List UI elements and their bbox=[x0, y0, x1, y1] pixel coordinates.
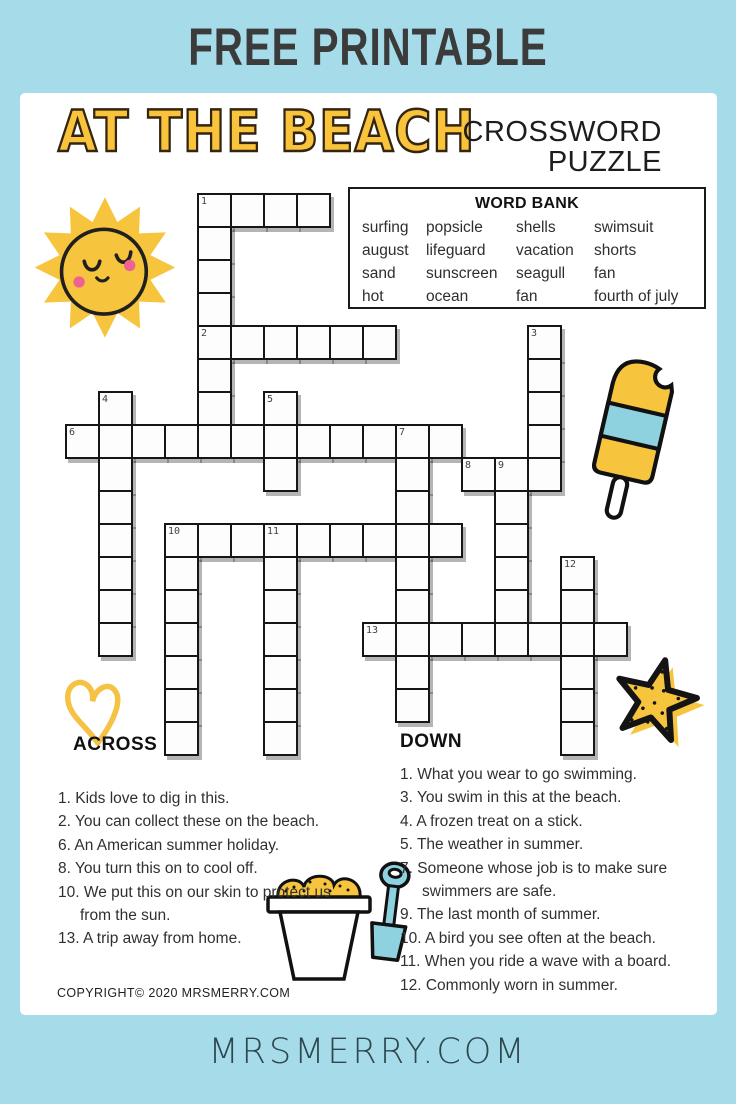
grid-cell[interactable] bbox=[527, 358, 562, 393]
grid-cell-number: 8 bbox=[465, 460, 472, 471]
grid-cell[interactable] bbox=[395, 688, 430, 723]
grid-cell-number: 1 bbox=[201, 196, 208, 207]
grid-cell-number: 12 bbox=[564, 559, 577, 570]
grid-cell-number: 11 bbox=[267, 526, 280, 537]
word-bank-word: shorts bbox=[594, 242, 637, 259]
grid-cell[interactable] bbox=[494, 457, 529, 492]
grid-cell[interactable] bbox=[461, 622, 496, 657]
popsicle-icon bbox=[576, 353, 696, 533]
grid-cell[interactable] bbox=[164, 424, 199, 459]
grid-cell[interactable] bbox=[230, 424, 265, 459]
clue-across-1: 1. Kids love to dig in this. bbox=[58, 790, 230, 807]
grid-cell[interactable] bbox=[263, 622, 298, 657]
word-bank-column bbox=[426, 218, 516, 307]
grid-cell[interactable] bbox=[395, 424, 430, 459]
grid-cell[interactable] bbox=[197, 424, 232, 459]
grid-cell[interactable] bbox=[131, 424, 166, 459]
grid-cell-number: 2 bbox=[201, 328, 208, 339]
grid-cell-number: 4 bbox=[102, 394, 109, 405]
grid-cell[interactable] bbox=[527, 424, 562, 459]
grid-cell[interactable] bbox=[98, 523, 133, 558]
grid-cell[interactable] bbox=[164, 589, 199, 624]
sun-icon bbox=[28, 189, 186, 344]
grid-cell[interactable] bbox=[263, 193, 298, 228]
across-clue-list bbox=[58, 787, 366, 951]
grid-cell[interactable] bbox=[164, 655, 199, 690]
page-subtitle bbox=[463, 117, 662, 177]
grid-cell[interactable] bbox=[98, 424, 133, 459]
grid-cell[interactable] bbox=[98, 622, 133, 657]
word-bank-title: WORD BANK bbox=[474, 195, 580, 212]
grid-cell[interactable] bbox=[395, 523, 430, 558]
grid-cell[interactable] bbox=[395, 490, 430, 525]
word-bank-word: shells bbox=[516, 219, 556, 236]
clue-down-11: 11. When you ride a wave with a board. bbox=[400, 953, 672, 971]
clue-down-4: 4. A frozen treat on a stick. bbox=[400, 812, 583, 830]
grid-cell[interactable] bbox=[263, 391, 298, 426]
grid-cell[interactable] bbox=[296, 193, 331, 228]
grid-cell[interactable] bbox=[395, 622, 430, 657]
grid-cell[interactable] bbox=[263, 688, 298, 723]
word-bank-word: sand bbox=[362, 265, 396, 282]
grid-cell[interactable] bbox=[98, 556, 133, 591]
down-heading: DOWN bbox=[400, 731, 463, 752]
clue-down-10: 10. A bird you see often at the beach. bbox=[400, 929, 656, 947]
grid-cell[interactable] bbox=[329, 325, 364, 360]
word-bank-word: lifeguard bbox=[426, 242, 486, 259]
across-heading: ACROSS bbox=[73, 734, 158, 755]
grid-cell[interactable] bbox=[98, 457, 133, 492]
grid-cell[interactable] bbox=[560, 655, 595, 690]
grid-cell[interactable] bbox=[296, 523, 331, 558]
grid-cell[interactable] bbox=[362, 523, 397, 558]
grid-cell[interactable] bbox=[263, 589, 298, 624]
word-bank-word: ocean bbox=[426, 288, 469, 305]
grid-cell[interactable] bbox=[263, 556, 298, 591]
grid-cell[interactable] bbox=[461, 457, 496, 492]
word-bank-word: hot bbox=[362, 288, 384, 305]
word-bank-column bbox=[362, 218, 426, 307]
clue-down-7: 7. Someone whose job is to make sure swimmers are safe. bbox=[400, 859, 668, 901]
grid-cell-number: 6 bbox=[69, 427, 76, 438]
grid-cell[interactable] bbox=[296, 325, 331, 360]
grid-cell[interactable] bbox=[197, 325, 232, 360]
grid-cell[interactable] bbox=[527, 622, 562, 657]
word-bank-column bbox=[516, 218, 594, 307]
grid-cell[interactable] bbox=[263, 655, 298, 690]
grid-cell[interactable] bbox=[197, 391, 232, 426]
grid-cell[interactable] bbox=[164, 688, 199, 723]
word-bank-word: fan bbox=[516, 288, 538, 305]
page-title: AT THE BEACH bbox=[58, 99, 476, 166]
clue-across-8: 8. You turn this on to cool off. bbox=[58, 860, 258, 878]
grid-cell[interactable] bbox=[230, 325, 265, 360]
grid-cell[interactable] bbox=[263, 523, 298, 558]
word-bank-word: fan bbox=[594, 265, 616, 282]
word-bank-word: august bbox=[362, 242, 409, 259]
grid-cell[interactable] bbox=[230, 523, 265, 558]
clue-down-9: 9. The last month of summer. bbox=[400, 906, 601, 924]
grid-cell[interactable] bbox=[164, 556, 199, 591]
grid-cell[interactable] bbox=[428, 424, 463, 459]
word-bank-word: fourth of july bbox=[594, 288, 679, 305]
page-subtitle-line2: PUZZLE bbox=[547, 146, 662, 178]
clue-across-10: 10. We put this on our skin to protect us from the sun. bbox=[58, 883, 331, 925]
grid-cell[interactable] bbox=[164, 622, 199, 657]
grid-cell[interactable] bbox=[197, 523, 232, 558]
grid-cell[interactable] bbox=[527, 391, 562, 426]
grid-cell[interactable] bbox=[362, 622, 397, 657]
word-bank-columns bbox=[362, 218, 704, 307]
word-bank-word: swimsuit bbox=[594, 219, 654, 236]
word-bank-word: surfing bbox=[362, 219, 409, 236]
grid-cell[interactable] bbox=[197, 226, 232, 261]
grid-cell[interactable] bbox=[560, 688, 595, 723]
grid-cell[interactable] bbox=[428, 523, 463, 558]
clue-down-5: 5. The weather in summer. bbox=[400, 836, 584, 854]
word-bank-word: popsicle bbox=[426, 219, 483, 236]
starfish-icon bbox=[600, 641, 710, 763]
grid-cell[interactable] bbox=[527, 457, 562, 492]
grid-cell[interactable] bbox=[395, 655, 430, 690]
grid-cell-number: 9 bbox=[498, 460, 505, 471]
grid-cell[interactable] bbox=[197, 193, 232, 228]
grid-cell[interactable] bbox=[494, 523, 529, 558]
grid-cell[interactable] bbox=[263, 325, 298, 360]
grid-cell[interactable] bbox=[560, 589, 595, 624]
grid-cell[interactable] bbox=[494, 556, 529, 591]
grid-cell[interactable] bbox=[98, 490, 133, 525]
top-banner bbox=[0, 0, 736, 92]
page-subtitle-line1: CROSSWORD bbox=[462, 116, 662, 148]
grid-cell[interactable] bbox=[296, 424, 331, 459]
grid-cell[interactable] bbox=[560, 622, 595, 657]
grid-cell[interactable] bbox=[362, 325, 397, 360]
printable-page bbox=[20, 93, 717, 1015]
grid-cell[interactable] bbox=[395, 556, 430, 591]
grid-cell[interactable] bbox=[494, 622, 529, 657]
grid-cell[interactable] bbox=[263, 457, 298, 492]
banner-text: FREE PRINTABLE bbox=[188, 16, 548, 76]
clue-down-3: 3. You swim in this at the beach. bbox=[400, 789, 622, 807]
grid-cell-number: 7 bbox=[399, 427, 406, 438]
clue-across-2: 2. You can collect these on the beach. bbox=[58, 813, 320, 831]
grid-cell[interactable] bbox=[560, 721, 595, 756]
grid-cell[interactable] bbox=[65, 424, 100, 459]
grid-cell[interactable] bbox=[98, 391, 133, 426]
grid-cell-number: 13 bbox=[366, 625, 379, 636]
clue-down-1: 1. What you wear to go swimming. bbox=[400, 766, 637, 783]
grid-cell[interactable] bbox=[329, 523, 364, 558]
grid-cell-number: 10 bbox=[168, 526, 181, 537]
grid-cell[interactable] bbox=[197, 358, 232, 393]
grid-cell-number: 3 bbox=[531, 328, 538, 339]
clue-down-12: 12. Commonly worn in summer. bbox=[400, 976, 618, 994]
grid-cell[interactable] bbox=[164, 721, 199, 756]
grid-cell[interactable] bbox=[494, 589, 529, 624]
grid-cell[interactable] bbox=[230, 193, 265, 228]
grid-cell[interactable] bbox=[263, 721, 298, 756]
grid-cell[interactable] bbox=[362, 424, 397, 459]
down-clue-list bbox=[400, 763, 708, 997]
grid-cell[interactable] bbox=[527, 325, 562, 360]
grid-cell-number: 5 bbox=[267, 394, 274, 405]
word-bank-word: seagull bbox=[516, 265, 566, 282]
grid-cell[interactable] bbox=[395, 457, 430, 492]
grid-cell[interactable] bbox=[197, 259, 232, 294]
grid-cell[interactable] bbox=[164, 523, 199, 558]
grid-cell[interactable] bbox=[98, 589, 133, 624]
grid-cell[interactable] bbox=[395, 589, 430, 624]
clue-across-13: 13. A trip away from home. bbox=[58, 930, 242, 948]
grid-cell[interactable] bbox=[197, 292, 232, 327]
word-bank-word: sunscreen bbox=[426, 265, 498, 282]
site-name: MRSMERRY.COM bbox=[208, 1032, 528, 1072]
grid-cell[interactable] bbox=[494, 490, 529, 525]
clue-across-6: 6. An American summer holiday. bbox=[58, 836, 280, 854]
word-bank bbox=[348, 187, 706, 309]
grid-cell[interactable] bbox=[329, 424, 364, 459]
word-bank-word: vacation bbox=[516, 242, 574, 259]
grid-cell[interactable] bbox=[428, 622, 463, 657]
word-bank-column bbox=[594, 218, 704, 307]
copyright-text: COPYRIGHT© 2020 MRSMERRY.COM bbox=[57, 986, 291, 1000]
grid-cell[interactable] bbox=[560, 556, 595, 591]
grid-cell[interactable] bbox=[263, 424, 298, 459]
